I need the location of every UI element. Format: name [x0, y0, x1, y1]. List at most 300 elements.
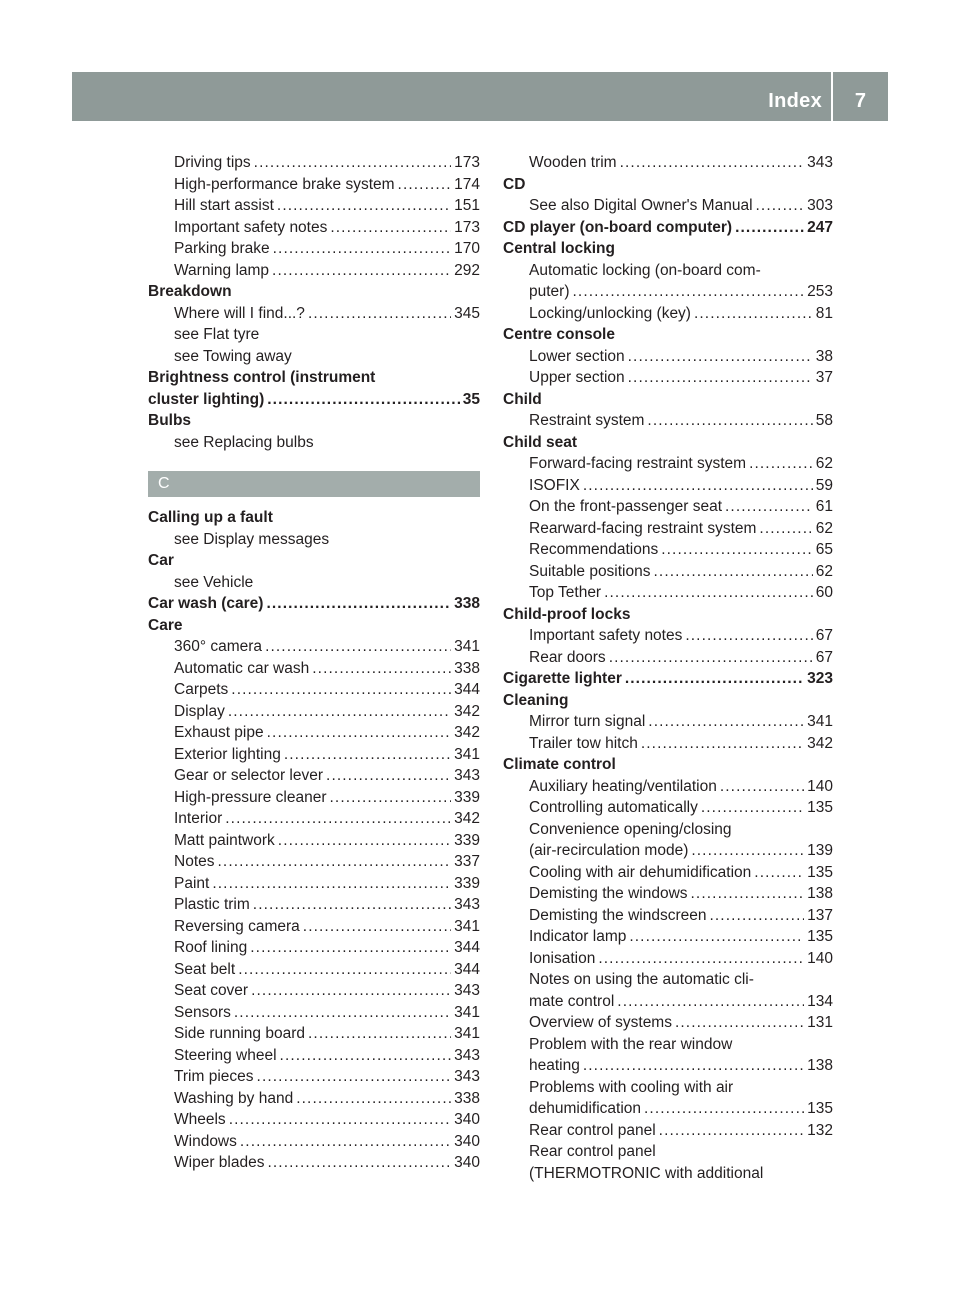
dot-leader	[583, 1055, 804, 1077]
entry-page-number: 137	[807, 906, 833, 924]
entry-label: Child seat	[503, 433, 578, 451]
entry-page-number: 62	[815, 562, 833, 580]
entry-label: CD player (on-board computer)	[503, 218, 733, 236]
dot-leader	[604, 582, 813, 604]
entry-label: Problem with the rear window	[529, 1035, 733, 1053]
dot-leader	[303, 916, 451, 938]
entry-page-number: 135	[807, 863, 833, 881]
entry-page-number: 173	[454, 154, 480, 171]
entry-page-number: 174	[454, 175, 480, 193]
dot-leader	[267, 1152, 451, 1174]
dot-leader	[754, 862, 804, 884]
dot-leader	[759, 518, 812, 540]
index-entry	[503, 948, 833, 970]
index-heading	[503, 668, 833, 690]
entry-label: Important safety notes	[174, 218, 328, 236]
entry-page-number: 343	[454, 982, 480, 999]
entry-label: Parking brake	[174, 240, 270, 257]
dot-leader	[308, 1023, 451, 1045]
index-entry	[503, 496, 833, 518]
entry-label: Suitable positions	[529, 562, 651, 580]
entry-label: 360° camera	[174, 638, 263, 655]
entry-page-number: 338	[454, 595, 480, 612]
entry-label: Wiper blades	[174, 1154, 265, 1171]
index-entry	[148, 529, 480, 551]
entry-page-number: 342	[454, 810, 480, 827]
entry-label: Notes	[174, 853, 215, 870]
index-entry	[503, 840, 833, 862]
dot-leader	[644, 1098, 804, 1120]
entry-label: Seat belt	[174, 960, 236, 978]
index-entry	[148, 432, 480, 454]
dot-leader	[691, 883, 805, 905]
entry-page-number: 139	[807, 842, 833, 859]
entry-label: Cleaning	[503, 691, 569, 709]
index-entry	[503, 905, 833, 927]
entry-label: Interior	[174, 810, 223, 827]
entry-page-number: 340	[454, 1132, 480, 1150]
index-title: Index	[768, 90, 822, 112]
entry-label: Steering wheel	[174, 1046, 277, 1064]
entry-label: Forward-facing restraint system	[529, 455, 747, 472]
index-entry	[148, 238, 480, 260]
index-entry	[148, 830, 480, 852]
index-entry	[148, 851, 480, 873]
dot-leader	[701, 797, 804, 819]
index-entry	[148, 658, 480, 680]
entry-label: Brightness control (instrument	[148, 369, 376, 386]
index-entry	[503, 453, 833, 475]
right-column	[503, 152, 833, 1184]
dot-leader	[598, 948, 804, 970]
index-entry	[503, 776, 833, 798]
entry-label: cluster lighting)	[148, 390, 265, 408]
entry-page-number: 59	[815, 476, 833, 494]
entry-label: ISOFIX	[529, 476, 580, 494]
entry-label: Display	[174, 702, 225, 720]
entry-label: Driving tips	[174, 154, 251, 171]
index-entry	[148, 808, 480, 830]
entry-page-number: 341	[454, 1025, 480, 1042]
entry-label: (THERMOTRONIC with additional	[529, 1164, 764, 1182]
entry-label: mate control	[529, 992, 615, 1010]
entry-page-number: 138	[807, 1057, 833, 1074]
dot-leader	[284, 744, 451, 766]
index-heading	[503, 217, 833, 239]
index-entry	[503, 367, 833, 389]
dot-leader	[661, 539, 813, 561]
dot-leader	[257, 1066, 452, 1088]
entry-page-number: 253	[807, 283, 833, 300]
index-entry	[148, 1152, 480, 1174]
dot-leader	[628, 367, 813, 389]
dot-leader	[573, 281, 805, 303]
entry-page-number: 131	[807, 1014, 833, 1031]
index-heading	[503, 238, 833, 260]
entry-label: High-pressure cleaner	[174, 788, 327, 806]
entry-page-number: 343	[454, 896, 480, 913]
entry-page-number: 135	[807, 1100, 833, 1117]
entry-label: see Vehicle	[174, 573, 254, 591]
dot-leader	[720, 776, 804, 798]
index-entry	[148, 1023, 480, 1045]
entry-page-number: 343	[454, 1068, 480, 1085]
index-entry	[148, 1002, 480, 1024]
index-heading	[148, 281, 480, 303]
entry-label: Car wash (care)	[148, 595, 264, 612]
entry-page-number: 292	[454, 261, 480, 279]
entry-label: Convenience opening/closing	[529, 820, 732, 838]
entry-label: Roof lining	[174, 939, 248, 956]
dot-leader	[620, 152, 805, 174]
entry-page-number: 247	[807, 218, 833, 236]
entry-label: Indicator lamp	[529, 928, 627, 945]
entry-page-number: 37	[815, 369, 833, 386]
entry-page-number: 58	[815, 412, 833, 429]
index-entry	[148, 744, 480, 766]
entry-label: Wooden trim	[529, 154, 617, 171]
entry-label: see Display messages	[174, 530, 330, 548]
entry-label: Exterior lighting	[174, 745, 281, 763]
entry-page-number: 339	[454, 874, 480, 892]
entry-page-number: 60	[815, 584, 833, 601]
dot-leader	[756, 195, 805, 217]
entry-page-number: 341	[454, 745, 480, 763]
entry-label: Calling up a fault	[148, 509, 273, 526]
entry-label: Cigarette lighter	[503, 670, 622, 687]
index-heading	[148, 593, 480, 615]
entry-page-number: 343	[454, 767, 480, 784]
entry-page-number: 344	[454, 960, 480, 978]
index-entry	[503, 260, 833, 282]
entry-label: Reversing camera	[174, 917, 300, 935]
index-entry	[148, 722, 480, 744]
entry-page-number: 173	[454, 218, 480, 236]
dot-leader	[280, 1045, 452, 1067]
entry-page-number: 62	[815, 455, 833, 472]
dot-leader	[234, 1002, 451, 1024]
entry-label: heating	[529, 1057, 580, 1074]
dot-leader	[647, 410, 812, 432]
index-entry	[148, 959, 480, 981]
index-entry	[148, 260, 480, 282]
index-entry	[503, 195, 833, 217]
dot-leader	[654, 561, 813, 583]
index-entry	[503, 1098, 833, 1120]
entry-label: See also Digital Owner's Manual	[529, 197, 753, 214]
entry-label: Where will I find...?	[174, 304, 305, 322]
entry-label: Carpets	[174, 681, 229, 698]
index-heading	[503, 324, 833, 346]
index-entry	[503, 883, 833, 905]
dot-leader	[238, 959, 451, 981]
dot-leader	[330, 787, 452, 809]
section-header-c: C	[148, 471, 480, 497]
dot-leader	[398, 174, 452, 196]
entry-label: Breakdown	[148, 283, 232, 300]
entry-label: Exhaust pipe	[174, 724, 264, 741]
dot-leader	[659, 1120, 804, 1142]
index-entry	[148, 873, 480, 895]
entry-page-number: 338	[454, 1089, 480, 1107]
dot-leader	[273, 238, 451, 260]
dot-leader	[617, 991, 804, 1013]
index-entry	[148, 636, 480, 658]
entry-page-number: 62	[815, 519, 833, 537]
entry-label: Child	[503, 390, 542, 408]
entry-label: Central locking	[503, 240, 615, 257]
index-heading	[148, 507, 480, 529]
index-entry	[503, 152, 833, 174]
index-heading	[503, 754, 833, 776]
index-entry	[503, 625, 833, 647]
dot-leader	[628, 346, 813, 368]
dot-leader	[326, 765, 451, 787]
index-entry	[503, 518, 833, 540]
entry-page-number: 135	[807, 928, 833, 945]
index-entry	[503, 475, 833, 497]
dot-leader	[629, 926, 804, 948]
index-entry	[148, 346, 480, 368]
dot-leader	[212, 873, 451, 895]
dot-leader	[675, 1012, 804, 1034]
entry-page-number: 303	[807, 197, 833, 214]
entry-page-number: 340	[454, 1154, 480, 1171]
entry-label: Problems with cooling with air	[529, 1078, 734, 1096]
dot-leader	[266, 593, 451, 615]
entry-label: Car	[148, 552, 174, 569]
index-entry	[148, 1066, 480, 1088]
dot-leader	[254, 152, 451, 174]
entry-page-number: 339	[454, 788, 480, 806]
entry-label: dehumidification	[529, 1100, 642, 1117]
entry-label: Trim pieces	[174, 1068, 254, 1085]
dot-leader	[694, 303, 813, 325]
entry-label: Overview of systems	[529, 1014, 672, 1031]
entry-label: Top Tether	[529, 584, 602, 601]
left-entries-top	[148, 152, 480, 453]
index-heading	[148, 550, 480, 572]
entry-label: Automatic locking (on-board com-	[529, 261, 761, 279]
entry-label: Windows	[174, 1132, 237, 1150]
entry-label: Recommendations	[529, 541, 659, 558]
dot-leader	[296, 1088, 451, 1110]
index-entry	[503, 862, 833, 884]
entry-label: Wheels	[174, 1111, 226, 1128]
entry-label: see Flat tyre	[174, 326, 260, 343]
dot-leader	[749, 453, 813, 475]
index-entry	[148, 195, 480, 217]
index-entry	[503, 281, 833, 303]
entry-label: Washing by hand	[174, 1089, 294, 1107]
index-heading	[503, 432, 833, 454]
dot-leader	[250, 937, 451, 959]
entry-page-number: 341	[807, 713, 833, 730]
entry-label: Rear control panel	[529, 1143, 656, 1160]
entry-page-number: 343	[807, 154, 833, 171]
entry-label: Centre console	[503, 326, 615, 343]
entry-page-number: 339	[454, 831, 480, 849]
index-entry	[503, 1141, 833, 1163]
entry-label: Auxiliary heating/ventilation	[529, 777, 717, 795]
index-entry	[148, 937, 480, 959]
right-entries	[503, 152, 833, 1184]
dot-leader	[218, 851, 452, 873]
page-number: 7	[854, 90, 866, 112]
entry-page-number: 67	[815, 627, 833, 644]
entry-page-number: 65	[815, 541, 833, 558]
entry-label: Sensors	[174, 1003, 231, 1021]
entry-label: On the front-passenger seat	[529, 498, 723, 515]
entry-page-number: 132	[807, 1121, 833, 1139]
index-entry	[503, 1055, 833, 1077]
index-entry	[503, 819, 833, 841]
entry-label: Rearward-facing restraint system	[529, 519, 757, 537]
entry-label: Warning lamp	[174, 261, 270, 279]
entry-page-number: 138	[807, 885, 833, 902]
entry-page-number: 140	[807, 949, 833, 967]
index-entry	[503, 711, 833, 733]
dot-leader	[725, 496, 813, 518]
header-bar	[72, 72, 888, 121]
entry-page-number: 140	[807, 777, 833, 795]
entry-page-number: 337	[454, 853, 480, 870]
entry-label: Hill start assist	[174, 197, 274, 214]
entry-label: Rear control panel	[529, 1121, 656, 1139]
entry-label: Restraint system	[529, 412, 645, 429]
index-entry	[148, 701, 480, 723]
entry-page-number: 341	[454, 638, 480, 655]
entry-label: Child-proof locks	[503, 605, 631, 623]
index-entry	[148, 152, 480, 174]
entry-page-number: 338	[454, 659, 480, 677]
dot-leader	[225, 808, 451, 830]
index-entry	[503, 346, 833, 368]
index-entry	[148, 980, 480, 1002]
index-heading	[503, 174, 833, 196]
entry-label: Demisting the windscreen	[529, 906, 707, 924]
dot-leader	[685, 625, 812, 647]
index-entry	[503, 539, 833, 561]
entry-label: Notes on using the automatic cli-	[529, 971, 754, 988]
index-entry	[148, 1045, 480, 1067]
dot-leader	[272, 260, 451, 282]
index-entry	[148, 303, 480, 325]
dot-leader	[231, 679, 451, 701]
dot-leader	[229, 1109, 451, 1131]
dot-leader	[228, 701, 451, 723]
index-entry	[148, 1109, 480, 1131]
index-heading	[148, 615, 480, 637]
entry-page-number: 344	[454, 681, 480, 698]
dot-leader	[609, 647, 813, 669]
index-entry	[503, 1077, 833, 1099]
entry-page-number: 344	[454, 939, 480, 956]
entry-page-number: 67	[815, 648, 833, 666]
index-entry	[503, 410, 833, 432]
entry-label: Cooling with air dehumidification	[529, 863, 752, 881]
index-entry	[148, 1088, 480, 1110]
entry-page-number: 345	[454, 304, 480, 322]
index-entry	[503, 303, 833, 325]
dot-leader	[583, 475, 813, 497]
index-entry	[148, 572, 480, 594]
entry-page-number: 323	[807, 670, 833, 687]
index-entry	[503, 561, 833, 583]
dot-leader	[267, 722, 452, 744]
dot-leader	[735, 217, 804, 239]
dot-leader	[308, 303, 451, 325]
entry-page-number: 151	[454, 197, 480, 214]
entry-label: Seat cover	[174, 982, 249, 999]
entry-label: see Replacing bulbs	[174, 433, 314, 451]
entry-label: Demisting the windows	[529, 885, 688, 902]
index-entry	[148, 679, 480, 701]
index-entry	[148, 765, 480, 787]
entry-label: Rear doors	[529, 648, 606, 666]
entry-label: High-performance brake system	[174, 175, 395, 193]
entry-page-number: 61	[815, 498, 833, 515]
dot-leader	[641, 733, 804, 755]
entry-label: Trailer tow hitch	[529, 734, 638, 752]
index-heading	[148, 367, 480, 389]
entry-page-number: 342	[454, 702, 480, 720]
index-entry	[503, 1120, 833, 1142]
entry-label: Locking/unlocking (key)	[529, 304, 691, 322]
index-entry	[503, 582, 833, 604]
entry-label: Important safety notes	[529, 627, 683, 644]
dot-leader	[253, 894, 451, 916]
entry-label: Bulbs	[148, 412, 192, 429]
entry-page-number: 135	[807, 799, 833, 816]
entry-label: Side running board	[174, 1025, 305, 1042]
entry-label: puter)	[529, 283, 570, 300]
index-entry	[148, 894, 480, 916]
entry-label: CD	[503, 175, 526, 193]
dot-leader	[330, 217, 451, 239]
index-entry	[503, 969, 833, 991]
index-heading	[148, 410, 480, 432]
index-heading	[148, 389, 480, 411]
left-entries-c	[148, 507, 480, 1174]
entry-label: Controlling automatically	[529, 799, 698, 816]
index-entry	[503, 1034, 833, 1056]
index-entry	[148, 324, 480, 346]
dot-leader	[625, 668, 804, 690]
index-entry	[148, 217, 480, 239]
index-entry	[503, 1012, 833, 1034]
dot-leader	[265, 636, 451, 658]
entry-page-number: 134	[807, 992, 833, 1010]
entry-label: see Towing away	[174, 347, 292, 365]
index-entry	[503, 797, 833, 819]
index-heading	[503, 389, 833, 411]
left-column	[148, 152, 480, 1174]
index-entry	[503, 991, 833, 1013]
entry-label: Plastic trim	[174, 896, 250, 913]
entry-label: Ionisation	[529, 949, 596, 967]
index-entry	[148, 916, 480, 938]
index-heading	[503, 604, 833, 626]
entry-label: Upper section	[529, 369, 625, 386]
dot-leader	[267, 389, 460, 411]
entry-label: Automatic car wash	[174, 659, 310, 677]
entry-label: Care	[148, 616, 183, 634]
entry-page-number: 340	[454, 1111, 480, 1128]
dot-leader	[648, 711, 804, 733]
entry-label: (air-recirculation mode)	[529, 842, 689, 859]
dot-leader	[312, 658, 451, 680]
